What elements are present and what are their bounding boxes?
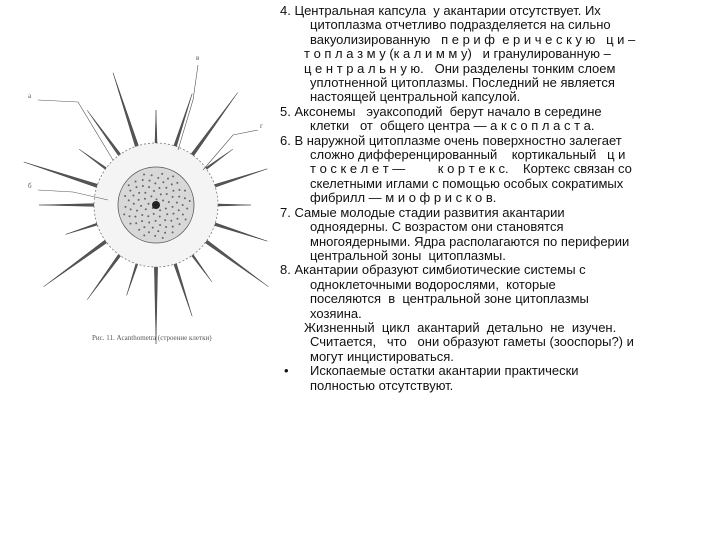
granule <box>138 199 140 201</box>
granule <box>151 174 153 176</box>
granule <box>144 198 146 200</box>
granule <box>144 192 146 194</box>
text-line: центральной зоны цитоплазмы. <box>310 247 506 263</box>
text-line: 7. Самые молодые стадии развития акантарии <box>280 204 565 220</box>
text-line: Жизненный цикл акантарий детально не изучен. <box>304 319 617 335</box>
granule <box>123 213 125 215</box>
figure-label-d: г <box>260 122 263 130</box>
granule <box>155 220 157 222</box>
text-line: одноклеточными водорослями, которые <box>310 276 556 292</box>
granule <box>159 224 161 226</box>
granule <box>157 230 159 232</box>
acantharia-illustration <box>18 40 280 360</box>
granule <box>176 182 178 184</box>
granule <box>165 226 167 228</box>
granule <box>147 215 149 217</box>
granule <box>148 222 150 224</box>
granule <box>145 208 147 210</box>
axoplast <box>152 201 160 209</box>
granule <box>135 222 137 224</box>
text-line: 8. Акантарии образуют симбиотические системы с <box>280 262 586 278</box>
text-line: хозяина. <box>310 305 362 321</box>
granule <box>138 229 140 231</box>
granule <box>152 227 154 229</box>
granule <box>184 197 186 199</box>
granule <box>140 205 142 207</box>
granule <box>171 183 173 185</box>
granule <box>154 235 156 237</box>
granule <box>153 213 155 215</box>
granule <box>179 223 181 225</box>
granule <box>162 181 164 183</box>
granule <box>143 234 145 236</box>
text-line: скелетными иглами с помощью особых сократимых <box>310 175 624 191</box>
text-line: 4. Центральная капсула у акантарии отсутствует. Их <box>280 3 601 18</box>
text-line: Считается, что они образуют гаметы (зооспоры?) и <box>310 334 634 350</box>
text-line: одноядерны. С возрастом они становятся <box>310 219 564 235</box>
granule <box>159 209 161 211</box>
granule <box>134 216 136 218</box>
figure-caption: Рис. 11. Acanthometra (строение клетки) <box>92 334 212 342</box>
granule <box>158 187 160 189</box>
granule <box>178 209 180 211</box>
granule <box>160 193 162 195</box>
granule <box>141 214 143 216</box>
granule <box>135 181 137 183</box>
granule <box>162 237 164 239</box>
granule <box>166 193 168 195</box>
granule <box>186 207 188 209</box>
text-lines <box>280 4 712 364</box>
acantharia-drawing <box>18 40 280 360</box>
granule <box>176 202 178 204</box>
granule <box>133 203 135 205</box>
granule <box>148 186 150 188</box>
granule <box>143 174 145 176</box>
granule <box>170 220 172 222</box>
text-line: т о с к е л е т — к о р т е к с. Кортекс связан со <box>310 161 632 177</box>
granule <box>130 223 132 225</box>
granule <box>128 184 130 186</box>
granule <box>165 187 167 189</box>
text-line: цитоплазма отчетливо подразделяется на сильно <box>310 17 611 33</box>
text-line: ц е н т р а л ь н у ю. Они разделены тонким слоем <box>304 60 616 76</box>
granule <box>153 190 155 192</box>
granule <box>182 214 184 216</box>
granule <box>184 190 186 192</box>
text-line: сложно дифференцированный кортикальный ц и <box>310 147 626 163</box>
granule <box>167 178 169 180</box>
text-line: т о п л а з м у (к а л и м м у) и гранулированную – <box>304 46 611 62</box>
text-line: клетки от общего центра — а к с о п л а с т а. <box>310 118 595 134</box>
granule <box>136 210 138 212</box>
granule <box>172 196 174 198</box>
granule <box>130 208 132 210</box>
granule <box>159 216 161 218</box>
granule <box>178 196 180 198</box>
granule <box>168 201 170 203</box>
granule <box>148 203 150 205</box>
granule <box>165 208 167 210</box>
figure-label-b: б <box>28 182 32 190</box>
granule <box>143 226 145 228</box>
text-line: уплотненной цитоплазмы. Последний не является <box>310 75 615 91</box>
granule <box>172 213 174 215</box>
granule <box>172 226 174 228</box>
granule <box>129 190 131 192</box>
granule <box>154 182 156 184</box>
granule <box>149 180 151 182</box>
figure-label-a: а <box>28 92 32 100</box>
granule <box>172 190 174 192</box>
granule <box>142 185 144 187</box>
granule <box>164 232 166 234</box>
main-text <box>280 4 712 393</box>
granule <box>176 218 178 220</box>
granule <box>189 200 191 202</box>
granule <box>166 213 168 215</box>
granule <box>124 195 126 197</box>
text-line: могут инцистироваться. <box>310 348 454 364</box>
granule <box>178 189 180 191</box>
granule <box>162 199 164 201</box>
text-line: вакуолизированную п е р и ф е р и ч е с к у ю ц и – <box>310 31 636 47</box>
granule <box>164 219 166 221</box>
granule <box>172 175 174 177</box>
text-line: 5. Аксонемы эуаксоподий берут начало в середине <box>280 103 602 119</box>
granule <box>182 204 184 206</box>
text-line: 6. В наружной цитоплазме очень поверхностно залегает <box>280 132 622 148</box>
granule <box>142 179 144 181</box>
granule <box>172 206 174 208</box>
text-line: поселяются в центральной зоне цитоплазмы <box>310 291 589 307</box>
granule <box>150 195 152 197</box>
bullet-symbol: • <box>284 363 289 379</box>
granule <box>157 177 159 179</box>
granule <box>138 192 140 194</box>
bullet-line-2: полностью отсутствуют. <box>310 377 454 393</box>
text-line: многоядерными. Ядра располагаются по периферии <box>310 233 630 249</box>
granule <box>172 231 174 233</box>
granule <box>135 186 137 188</box>
granule <box>148 231 150 233</box>
granule <box>141 220 143 222</box>
granule <box>128 199 130 201</box>
text-line: настоящей центральной капсулой. <box>310 89 521 105</box>
granule <box>185 218 187 220</box>
granule <box>161 173 163 175</box>
granule <box>132 195 134 197</box>
bullet-line-1: Ископаемые остатки акантарии практически <box>310 363 579 379</box>
granule <box>129 215 131 217</box>
figure-label-c: в <box>196 54 200 62</box>
granule <box>125 206 127 208</box>
granule <box>155 198 157 200</box>
text-line: фибрилл — м и о ф р и с к о в. <box>310 190 497 206</box>
bullet-item <box>280 364 712 393</box>
